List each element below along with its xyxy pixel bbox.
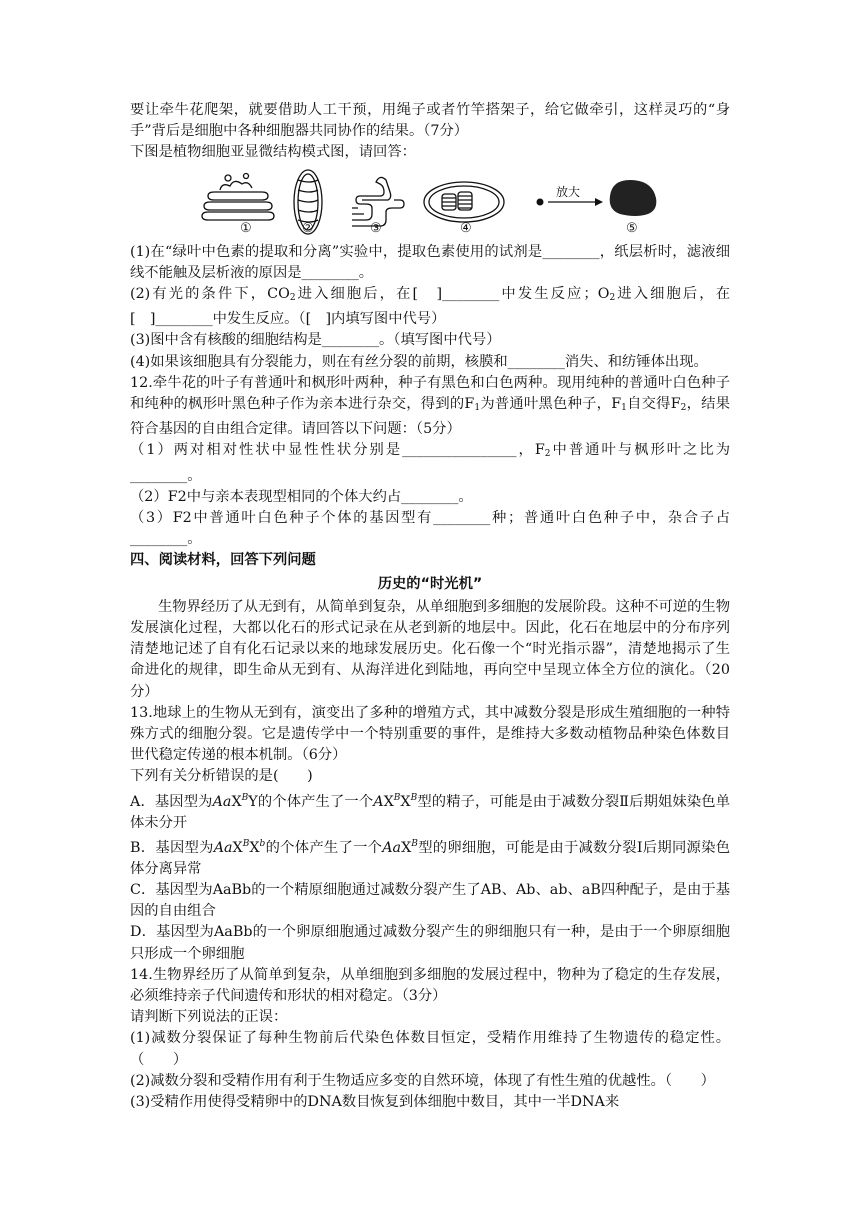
golgi-apparatus-drawing xyxy=(202,173,274,220)
q11-part4: (4)如果该细胞具有分裂能力，则在有丝分裂的前期，核膜和________消失、和纺锤体出现。 xyxy=(130,353,708,370)
ribosome-drawing xyxy=(610,180,657,216)
figure-instruction: 下图是植物细胞亚显微结构模式图，请回答： xyxy=(130,144,416,161)
reading-passage: 生物界经历了从无到有，从简单到复杂，从单细胞到多细胞的发展阶段。这种不可逆的生物发展演化过程，大都以化石的形式记录在从老到新的地层中。因此，化石在地层中的分布序列清楚地记述了自有化石记录以来的地球发展历史。化石像一个“时光指示器”，清楚地揭示了生命进化的规律，即生命从无到有、从海洋进化到陆地，再向空中呈现立体全方位的演化。（20分） xyxy=(130,598,730,700)
q14-statement-1: (1)减数分裂保证了每种生物前后代染色体数目恒定，受精作用维持了生物遗传的稳定性。（ ） xyxy=(130,1030,730,1068)
q14-statement-3: (3)受精作用使得受精卵中的DNA数目恢复到体细胞中数目，其中一半DNA来 xyxy=(130,1094,620,1111)
q13-option-c: C．基因型为AaBb的一个精原细胞通过减数分裂产生了AB、Ab、ab、aB四种配子，是由于基因的自由组合 xyxy=(130,882,730,920)
figure-label-2: ② xyxy=(302,220,314,236)
figure-label-1: ① xyxy=(240,220,252,236)
q12-stem: 12.牵牛花的叶子有普通叶和枫形叶两种，种子有黑色和白色两种。现用纯种的普通叶白色种子和纯种的枫形叶黑色种子作为亲本进行杂交，得到的$F_1$为普通叶黑色种子，$F_1$自交得$F_2$，结果符合基因的自由组合定律。请回答以下问题：（5分） xyxy=(130,374,731,438)
q13-option-a: A．基因型为AaX$^B$Y的个体产生了一个$AX^BX^B$型的精子，可能是由于减数分裂Ⅱ后期姐妹染色单体未分开 xyxy=(130,792,731,831)
organelle-figure xyxy=(130,166,730,238)
document-page xyxy=(130,100,730,1113)
chloroplast-drawing xyxy=(424,182,504,222)
passage-title: 历史的“时光机” xyxy=(377,575,483,592)
q11-part3: (3)图中含有核酸的细胞结构是________。（填写图中代号） xyxy=(130,332,501,349)
q11-part2: (2)有光的条件下，$CO_2$进入细胞后，在[ ]________中发生反应；$O_2$进入细胞后，在[ ]________中发生反应。（[ ]内填写图中代号） xyxy=(130,286,730,328)
figure-label-3: ③ xyxy=(370,220,382,236)
organelle-diagram xyxy=(130,166,730,238)
q13-option-b: B．基因型为$AaX^BX^b$的个体产生了一个AaX$^B$型的卵细胞，可能是由于减数分裂Ⅰ后期同源染色体分离异常 xyxy=(130,838,730,877)
figure-label-5: ⑤ xyxy=(626,220,638,236)
q12-part3: （3）F2中普通叶白色种子个体的基因型有________种；普通叶白色种子中，杂合子占________。 xyxy=(130,510,730,548)
q14-ask: 请判断下列说法的正误： xyxy=(130,1009,288,1026)
q12-part1: （1）两对相对性状中显性性状分别是________________，$F_2$中普通叶与枫形叶之比为________。 xyxy=(130,442,731,484)
q13-stem: 13.地球上的生物从无到有，演变出了多种的增殖方式，其中减数分裂是形成生殖细胞的一种特殊方式的细胞分裂。它是遗传学中一个特别重要的事件，是维持大多数动植物品种染色体数目世代稳定传递的根本机制。（6分） xyxy=(130,704,730,764)
zoom-label: 放大 xyxy=(556,184,581,199)
figure-label-4: ④ xyxy=(460,220,472,236)
q14-statement-2: (2)减数分裂和受精作用有利于生物适应多变的自然环境，体现了有性生殖的优越性。（ ） xyxy=(130,1072,715,1089)
q14-stem: 14.生物界经历了从简单到复杂，从单细胞到多细胞的发展过程中，物种为了稳定的生存发展，必须维持亲子代间遗传和形状的相对稳定。（3分） xyxy=(130,966,730,1005)
q11-part1: (1)在“绿叶中色素的提取和分离”实验中，提取色素使用的试剂是________，纸层析时，滤液细线不能触及层析液的原因是________。 xyxy=(130,243,730,281)
q13-option-d: D．基因型为AaBb的一个卵原细胞通过减数分裂产生的卵细胞只有一种，是由于一个卵原细胞只形成一个卵细胞 xyxy=(130,924,730,962)
intro-paragraph: 要让牵牛花爬架，就要借助人工干预，用绳子或者竹竿搭架子，给它做牵引，这样灵巧的“身手”背后是细胞中各种细胞器共同协作的结果。（7分） xyxy=(130,102,730,140)
q13-ask: 下列有关分析错误的是( ) xyxy=(130,768,313,785)
q12-part2: （2）F2中与亲本表现型相同的个体大约占________。 xyxy=(130,488,473,505)
section4-heading: 四、阅读材料，回答下列问题 xyxy=(130,552,316,569)
